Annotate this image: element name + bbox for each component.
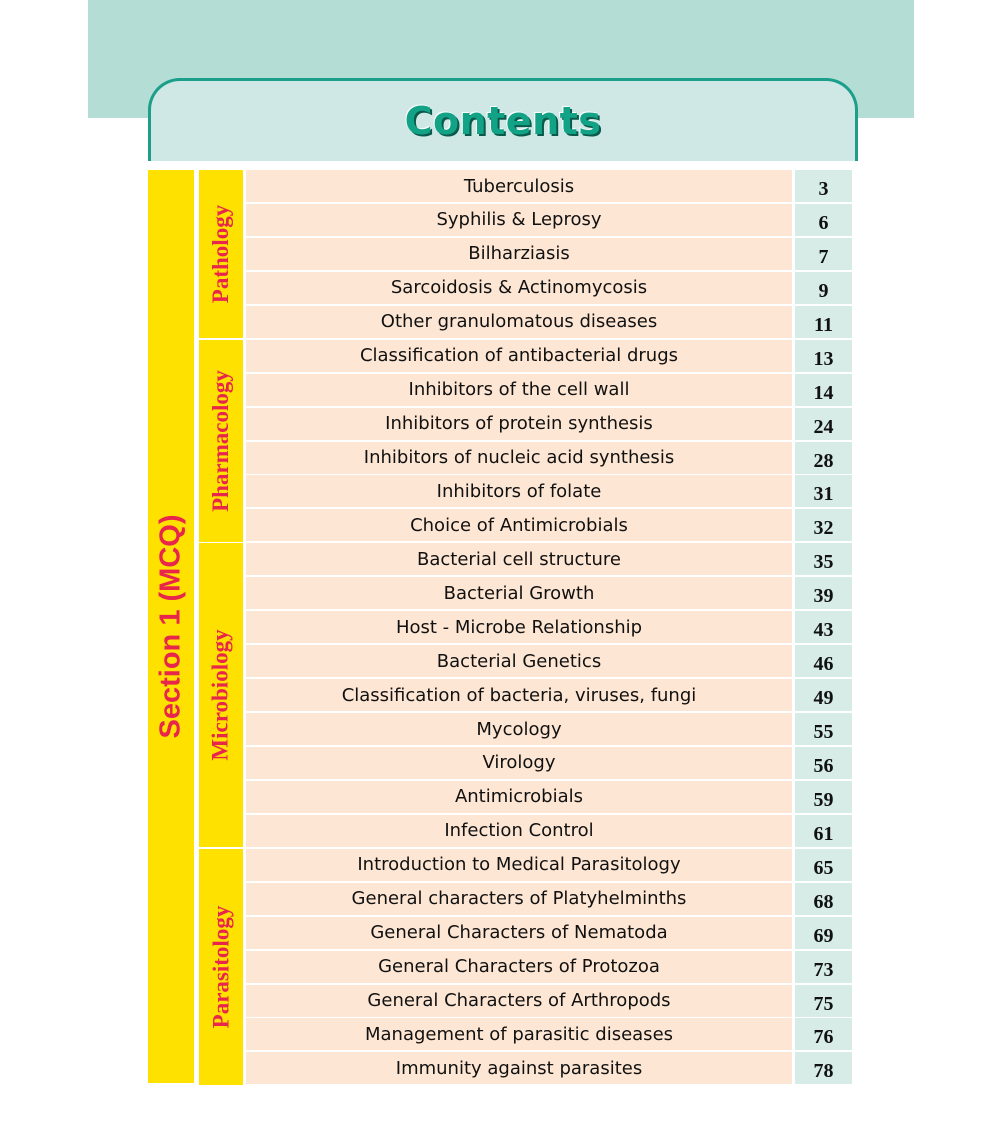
page-number [795,917,852,949]
page-number [795,815,852,847]
section-label: Section 1 (MCQ) [154,514,187,739]
page-number-text: 6 [818,211,829,234]
toc-row[interactable] [246,883,852,915]
toc-row[interactable] [246,611,852,643]
page-number [795,408,852,440]
toc-row[interactable] [246,917,852,949]
toc-row[interactable] [246,204,852,236]
page-number-text: 9 [818,279,829,302]
page-number [795,1018,852,1050]
page-number-text: 13 [813,347,834,370]
toc-row[interactable] [246,985,852,1017]
topic-title: Bacterial Genetics [246,645,792,677]
page-number [795,238,852,270]
toc-row[interactable] [246,577,852,609]
toc-row[interactable] [246,781,852,813]
toc-row[interactable] [246,679,852,711]
page-number-text: 78 [813,1060,834,1083]
page-number-text: 32 [813,517,834,540]
subject-label: Pathology [208,204,234,304]
page-number-text: 11 [814,313,833,336]
page-number-text: 61 [813,822,834,845]
toc-row[interactable] [246,747,852,779]
page-number [795,611,852,643]
page-number [795,645,852,677]
toc-row[interactable] [246,306,852,338]
page-number [795,577,852,609]
topic-title: Inhibitors of folate [246,475,792,507]
subject-bar-pathology [199,170,243,338]
toc-row[interactable] [246,849,852,881]
toc-row[interactable] [246,238,852,270]
toc-row[interactable] [246,170,852,202]
page-number [795,170,852,202]
topic-title: Bacterial cell structure [246,543,792,575]
topic-title: General Characters of Nematoda [246,917,792,949]
toc-row[interactable] [246,442,852,474]
page-number [795,306,852,338]
page-number-text: 46 [813,653,834,676]
toc-row[interactable] [246,374,852,406]
page-number [795,849,852,881]
topic-title: Other granulomatous diseases [246,306,792,338]
topic-title: Management of parasitic diseases [246,1018,792,1050]
page-number-text: 59 [813,788,834,811]
subject-label: Parasitology [208,905,233,1029]
section-bar [148,170,194,1083]
page-number-text: 3 [818,178,829,200]
topic-title: General Characters of Arthropods [246,985,792,1017]
page-number-text: 73 [813,958,834,981]
page-number-text: 7 [818,245,829,268]
page-number [795,713,852,745]
toc-row[interactable] [246,713,852,745]
topic-title: General Characters of Protozoa [246,951,792,983]
page-number [795,679,852,711]
toc-row[interactable] [246,509,852,541]
page-number [795,272,852,304]
page-number [795,204,852,236]
topic-title: Host - Microbe Relationship [246,611,792,643]
subject-bar-pharmacology [199,340,243,542]
page-number-text: 65 [813,856,834,879]
topic-title: Classification of bacteria, viruses, fungi [246,679,792,711]
page-number-text: 75 [813,992,834,1015]
subject-bar-microbiology [199,543,243,847]
topic-title: Introduction to Medical Parasitology [246,849,792,881]
topic-title: Syphilis & Leprosy [246,204,792,236]
toc-row[interactable] [246,340,852,372]
page-number-text: 69 [813,924,834,947]
topic-title: Bilharziasis [246,238,792,270]
page-number-text: 55 [813,721,834,743]
topic-title: Choice of Antimicrobials [246,509,792,541]
topic-title: Classification of antibacterial drugs [246,340,792,372]
page-number-text: 31 [813,483,834,506]
page-number-text: 68 [813,890,834,913]
toc-row[interactable] [246,951,852,983]
toc-row[interactable] [246,1018,852,1050]
page-number [795,340,852,372]
topic-title: General characters of Platyhelminths [246,883,792,915]
page-number-text: 49 [813,687,834,710]
topic-title: Sarcoidosis & Actinomycosis [246,272,792,304]
toc-row[interactable] [246,1052,852,1084]
page-number-text: 28 [813,449,834,472]
page-number-text: 76 [813,1026,834,1049]
page-number [795,374,852,406]
subject-bar-parasitology [199,849,243,1085]
toc-row[interactable] [246,815,852,847]
topic-title: Infection Control [246,815,792,847]
page-number [795,883,852,915]
page-number [795,475,852,507]
page-number-text: 14 [813,381,834,404]
page-number-text: 43 [813,619,834,642]
subject-label: Microbiology [208,629,234,761]
contents-table [246,170,852,1086]
topic-title: Bacterial Growth [246,577,792,609]
topic-title: Tuberculosis [246,170,792,202]
page-number-text: 56 [813,754,834,777]
page-number [795,951,852,983]
toc-row[interactable] [246,475,852,507]
toc-row[interactable] [246,645,852,677]
topic-title: Immunity against parasites [246,1052,792,1084]
contents-header [148,78,858,161]
page-number [795,543,852,575]
page-number-text: 35 [813,551,834,574]
toc-row[interactable] [246,272,852,304]
topic-title: Inhibitors of nucleic acid synthesis [246,442,792,474]
topic-title: Inhibitors of protein synthesis [246,408,792,440]
page-number [795,442,852,474]
page-number-text: 39 [813,585,834,608]
toc-row[interactable] [246,543,852,575]
page-number [795,1052,852,1084]
page-number [795,747,852,779]
topic-title: Inhibitors of the cell wall [246,374,792,406]
page-number [795,509,852,541]
topic-title: Antimicrobials [246,781,792,813]
toc-row[interactable] [246,408,852,440]
page-number [795,985,852,1017]
subject-label: Pharmacology [208,369,233,512]
page-number [795,781,852,813]
topic-title: Virology [246,747,792,779]
topic-title: Mycology [246,713,792,745]
page-number-text: 24 [813,415,834,438]
page-title: Contents [404,99,602,143]
